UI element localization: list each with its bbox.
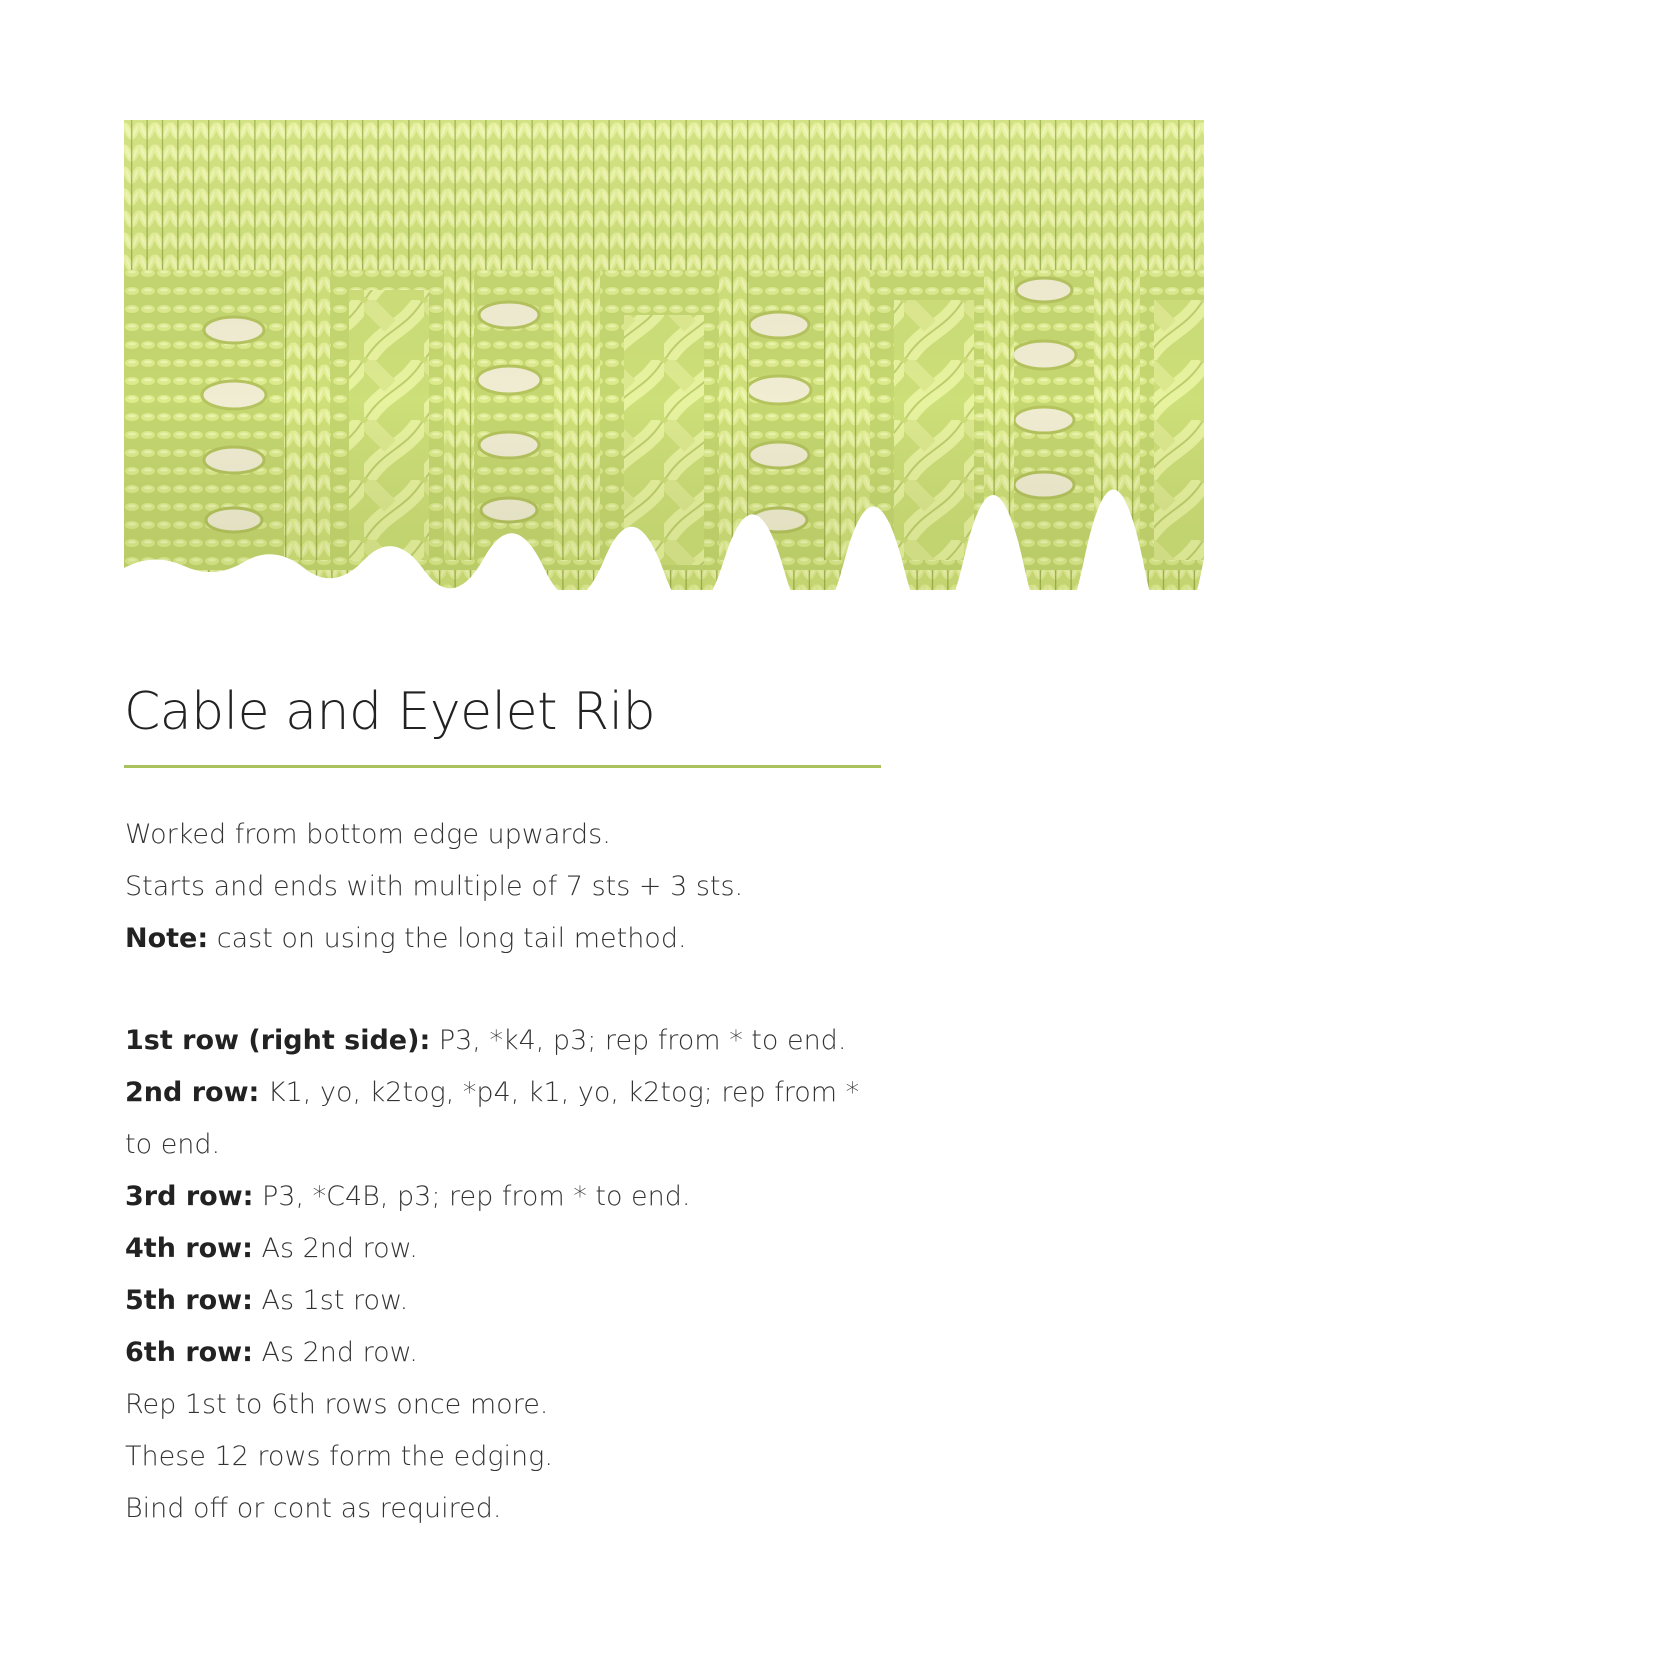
pattern-title: Cable and Eyelet Rib (124, 682, 656, 742)
intro-line: Worked from bottom edge upwards. (125, 819, 611, 850)
title-underline (124, 765, 881, 768)
instruction-row-5: 5th row: As 1st row. (125, 1285, 409, 1316)
row-label: 4th row: (125, 1233, 253, 1264)
row-label: 5th row: (125, 1285, 253, 1316)
knit-swatch-photo (124, 120, 1204, 590)
instruction-row-2: 2nd row: K1, yo, k2tog, *p4, k1, yo, k2tog; rep from * (125, 1077, 860, 1108)
note-line: Note: cast on using the long tail method. (125, 923, 687, 954)
row-label: 6th row: (125, 1337, 253, 1368)
note-label: Note: (125, 923, 209, 954)
instruction-row-2-cont: to end. (125, 1129, 221, 1160)
instruction-row-3: 3rd row: P3, *C4B, p3; rep from * to end. (125, 1181, 691, 1212)
instruction-row-6: 6th row: As 2nd row. (125, 1337, 418, 1368)
repeat-instruction: Rep 1st to 6th rows once more. (125, 1389, 549, 1420)
finish-instruction: Bind off or cont as required. (125, 1493, 502, 1524)
instruction-row-4: 4th row: As 2nd row. (125, 1233, 418, 1264)
row-label: 3rd row: (125, 1181, 254, 1212)
instruction-row-1: 1st row (right side): P3, *k4, p3; rep from * to end. (125, 1025, 847, 1056)
row-label: 2nd row: (125, 1077, 260, 1108)
row-label: 1st row (right side): (125, 1025, 431, 1056)
intro-line: Starts and ends with multiple of 7 sts + 3 sts. (125, 871, 744, 902)
edging-note: These 12 rows form the edging. (125, 1441, 553, 1472)
